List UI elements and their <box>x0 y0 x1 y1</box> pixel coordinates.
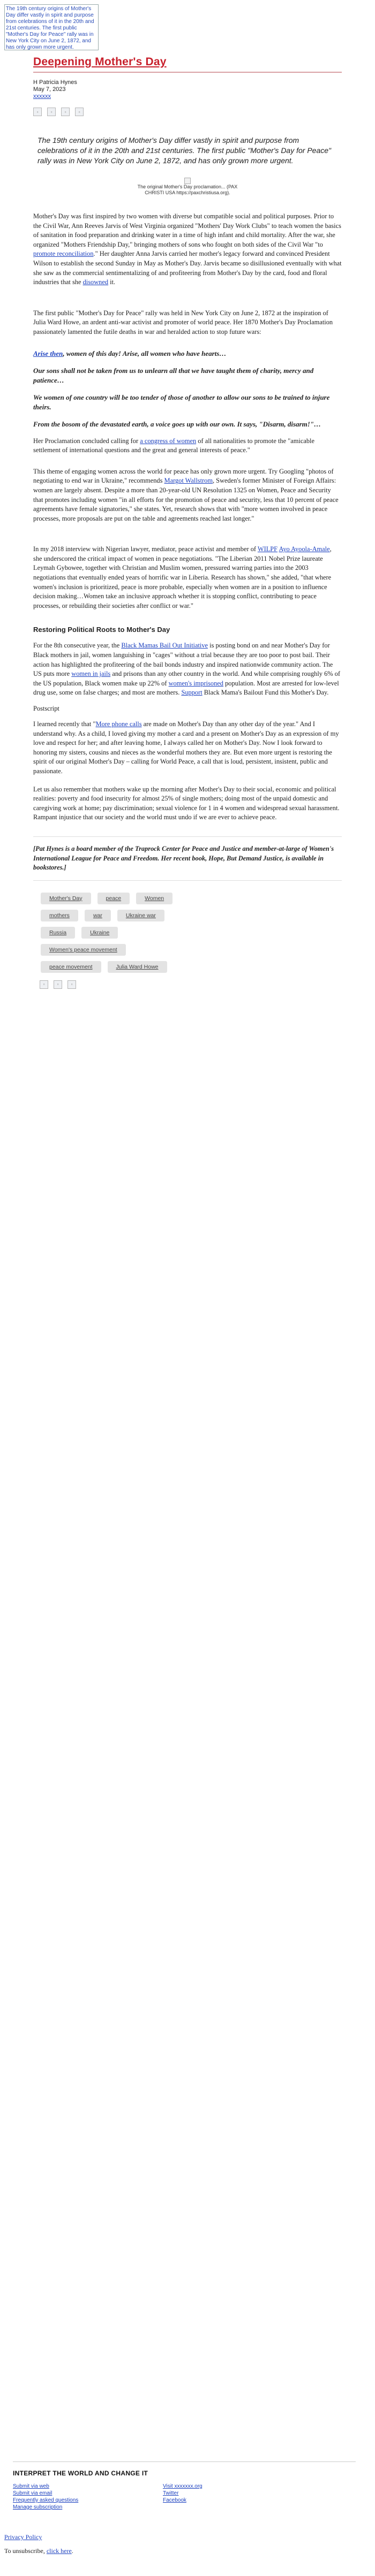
paragraph-7: I learned recently that "More phone calls are made on Mother's Day than any other day of the year." And I understand why. As a child, I loved giving my mother a card and a present on Mother's Day as an expression of my love and respect for her; and after leaving home, I always called her on Mother's Day. Now I look forward to honoring my sisters, cousins and nieces as the wonderful mothers they are. But even more urgent is restoring the spirit of our original Mother's Day – calling for World Peace, a call that is loud, persistent, insistent, public and passionate. <box>33 720 339 775</box>
tag-war[interactable]: war <box>85 910 111 921</box>
share-icon-7[interactable]: ▫ <box>68 980 76 989</box>
link-support[interactable]: Support <box>181 689 202 697</box>
footer-link-manage-subscription[interactable]: Manage subscription <box>13 2504 63 2510</box>
footer <box>13 2461 356 2511</box>
quote-1: Arise then, women of this day! Arise, all women who have hearts… <box>33 349 227 357</box>
tag-ukraine[interactable]: Ukraine <box>81 927 118 939</box>
author-bio: [Pat Hynes is a board member of the Traprock Center for Peace and Justice and member-at-large of Women's International League for Peace and Freedom. Her recent book, Hope, But Demand Justice, is available in bookstores.] <box>33 836 342 881</box>
link-women-in-jails[interactable]: women in jails <box>71 670 111 678</box>
link-wilpf[interactable]: WILPF <box>257 545 278 553</box>
share-icon-5[interactable]: ▫ <box>40 980 48 989</box>
quote-4: From the bosom of the devastated earth, a voice goes up with our own. It says, "Disarm, disarm!"… <box>33 420 321 428</box>
share-icons-bottom <box>40 980 342 989</box>
paragraph-4: This theme of engaging women across the world for peace has only grown more urgent. Try Googling "photos of negotiating to end war in Ukraine," recommends Margot Wallstrom, Sweden's former Minister of Foreign Affairs: women are largely absent. Despite a more than 20-year-old UN Resolution 1325 on Women, Peace and Security that promotes including women "in all efforts for the promotion of peace and security, less that 10 percent of peace agreements have female signatories," she states. Yet, research shows that with "more women involved in peace processes, more proposals are put on the table and agreements reached last longer." <box>33 467 339 522</box>
title-divider <box>33 72 342 73</box>
share-icon-3[interactable]: ▫ <box>61 108 70 116</box>
paragraph-2: The first public "Mother's Day for Peace" rally was held in New York City on June 2, 1872 at the inspiration of Julia Ward Howe, an ardent anti-war activist and promoter of world peace. Her 1870 Mother's Day Proclamation passionately lamented the futile deaths in war and heralded action to stop future wars: <box>33 309 333 336</box>
article-title[interactable]: Deepening Mother's Day <box>33 56 167 68</box>
footer-link-twitter[interactable]: Twitter <box>163 2490 179 2496</box>
broken-image-icon <box>184 178 191 184</box>
footer-link-faq[interactable]: Frequently asked questions <box>13 2497 79 2503</box>
share-icon-4[interactable]: ▫ <box>75 108 84 116</box>
section-heading: Restoring Political Roots to Mother's Day <box>33 626 170 634</box>
privacy-policy-link[interactable]: Privacy Policy <box>4 2533 42 2541</box>
publish-date: May 7, 2023 <box>33 86 66 93</box>
tag-peace-movement[interactable]: peace movement <box>41 961 101 973</box>
footer-link-facebook[interactable]: Facebook <box>163 2497 186 2503</box>
link-arise-then[interactable]: Arise then <box>33 349 63 357</box>
tag-ukraine-war[interactable]: Ukraine war <box>117 910 164 921</box>
postscript-label: Postscript <box>33 705 59 712</box>
article-container <box>33 56 342 989</box>
unsubscribe-link[interactable]: click here <box>46 2547 72 2555</box>
author-link[interactable]: xxxxxx <box>33 93 51 100</box>
footer-right-links <box>163 2483 313 2511</box>
tag-mothers[interactable]: mothers <box>41 910 78 921</box>
paragraph-6: For the 8th consecutive year, the Black Mamas Bail Out Initiative is posting bond on and near Mother's Day for Black mothers in jail, women languishing in "cages" without a trial because they are too poor to post bail. Their action has highlighted the profiteering of the bail bonds industry and inspired nationwide community action. The US puts more women in jails and prisons than any other country in the world. And while comprising roughly 6% of the US population, Black women make up 22% of women's imprisoned population. Most are arrested for low-level drug use, some on false charges; and most are mothers. Support Black Mama's Bailout Fund this Mother's Day. <box>33 642 341 697</box>
unsubscribe-line: To unsubscribe, click here. <box>4 2547 73 2555</box>
tag-women[interactable]: Women <box>136 893 172 904</box>
footer-columns <box>13 2483 356 2511</box>
image-caption <box>33 178 342 196</box>
tag-list <box>41 893 244 973</box>
link-promote-reconciliation[interactable]: promote reconciliation <box>33 250 94 258</box>
tag-mothers-day[interactable]: Mother's Day <box>41 893 91 904</box>
tag-julia-ward-howe[interactable]: Julia Ward Howe <box>108 961 167 973</box>
header-image-alt-text: The 19th century origins of Mother's Day differ vastly in spirit and purpose from celebrations of it in the 20th and 21st centuries. The first public "Mother's Day for Peace" rally was in New York City on June 2, 1872, and has only grown more urgent. <box>6 6 94 50</box>
quote-3: We women of one country will be too tender of those of another to allow our sons to be trained to injure theirs. <box>33 393 330 411</box>
header-image[interactable] <box>4 4 99 50</box>
paragraph-1: Mother's Day was first inspired by two women with diverse but compatible social and political purposes. Prior to the Civil War, Ann Reeves Jarvis of West Virginia organized "Mothers' Day Work Clubs" to teach women the basics of sanitation in food preparation and drinking water in a time of high infant and child mortality. After the war, she organized "Mothers Friendship Day," bringing mothers of sons who fought on both sides of the Civil War "to promote reconciliation." Her daughter Anna Jarvis carried her mother's legacy forward and convinced President Wilson to establish the second Sunday in May as Mother's Day. Jarvis became so disillusioned eventually with what she saw as the commercial sentimentalizing of and profiteering from Mother's Day by the card, food and floral industries that she disowned it. <box>33 212 342 286</box>
tag-womens-peace-movement[interactable]: Women's peace movement <box>41 944 126 956</box>
footer-link-visit-site[interactable]: Visit xxxxxxx.org <box>163 2483 202 2489</box>
link-ayo-ayoola-amale[interactable]: Ayo Ayoola-Amale <box>279 545 330 553</box>
tag-peace[interactable]: peace <box>98 893 130 904</box>
link-disowned[interactable]: disowned <box>82 278 109 286</box>
footer-left-links <box>13 2483 163 2511</box>
link-margot-wallstrom[interactable]: Margot Wallstrom <box>164 477 213 485</box>
link-congress-of-women[interactable]: a congress of women <box>140 437 197 445</box>
link-black-mamas-bail-out[interactable]: Black Mamas Bail Out Initiative <box>121 642 208 650</box>
share-icon-2[interactable]: ▫ <box>47 108 56 116</box>
footer-title: INTERPRET THE WORLD AND CHANGE IT <box>13 2470 148 2477</box>
footer-link-submit-web[interactable]: Submit via web <box>13 2483 49 2489</box>
author-name: H Patricia Hynes <box>33 79 77 86</box>
quote-2: Our sons shall not be taken from us to unlearn all that we have taught them of charity, mercy and patience… <box>33 366 314 384</box>
paragraph-8: Let us also remember that mothers wake up the morning after Mother's Day to their social, economic and political realities: poverty and food insecurity for almost 25% of single mothers; doing most of the unpaid domestic and caregiving work at home; pay discrimination; sexual violence for 1 in 4 women and widespread sexual harassment. Rampant injustice that our society and the world must undo if we are ever to achieve peace. <box>33 785 340 821</box>
article-lead: The 19th century origins of Mother's Day differ vastly in spirit and purpose from celebrations of it in the 20th and 21st centuries. The first public "Mother's Day for Peace" rally was in New York City on June 2, 1872, and has only grown more urgent. <box>38 136 332 165</box>
paragraph-5: In my 2018 interview with Nigerian lawyer, mediator, peace activist and member of WILPF Ayo Ayoola-Amale, she underscored the critical impact of women in peace negotiations. "The Liberian 2011 Nobel Prize laureate Leymah Gyboweе, together with Christian and Muslim women, pressured warring parties into the 2003 negotiations that eventually ended years of horrific war in Liberia. Research has shown," she added, "that where women's inclusion is prioritized, peace is more probable, especially when women are in a position to influence decision making…Women take an inclusive approach whether it is stopping conflict, contributing to peace processes, or rebuilding their societies after conflict or war." <box>33 545 332 609</box>
footer-link-submit-email[interactable]: Submit via email <box>13 2490 52 2496</box>
paragraph-3: Her Proclamation concluded calling for a congress of women of all nationalities to promote the "amicable settlement of international questions and the great and general interests of peace." <box>33 437 314 454</box>
caption-line-2: CHRISTI USA https://paxchristiusa.org). <box>145 190 230 195</box>
link-womens-imprisoned[interactable]: women's imprisoned <box>168 679 223 687</box>
share-icon-1[interactable]: ▫ <box>33 108 42 116</box>
caption-line-1: The original Mother's Day proclamation... (PAX <box>137 184 238 189</box>
share-icon-6[interactable]: ▫ <box>54 980 62 989</box>
link-more-phone-calls[interactable]: More phone calls <box>95 720 142 728</box>
byline <box>33 79 342 100</box>
share-icons-top <box>33 108 342 116</box>
tag-russia[interactable]: Russia <box>41 927 75 939</box>
footer-divider <box>13 2461 356 2462</box>
